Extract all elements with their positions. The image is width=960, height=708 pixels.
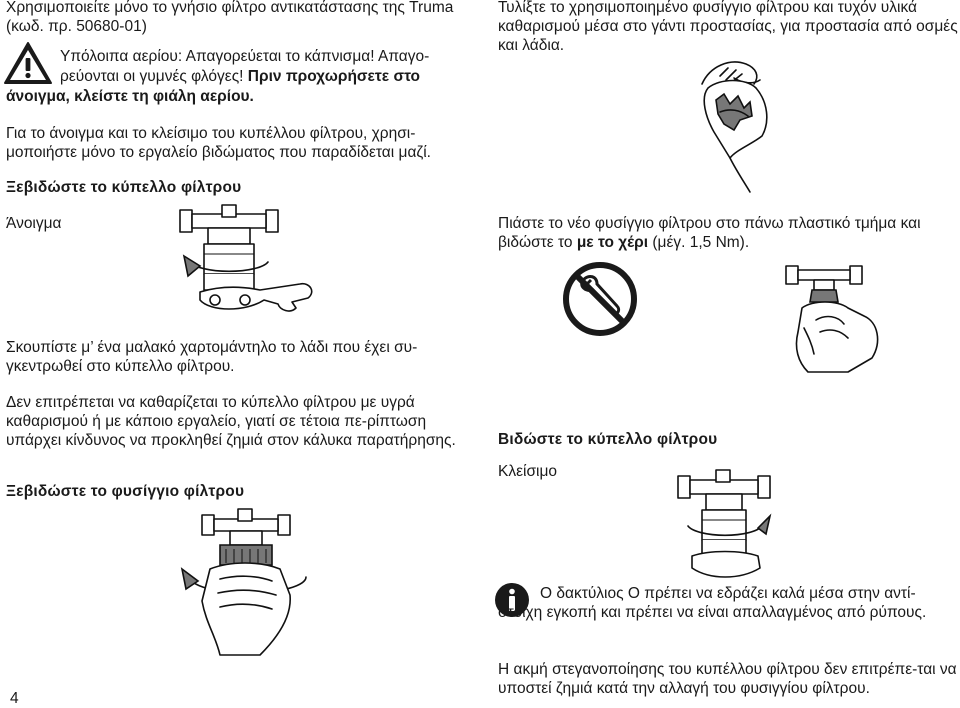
warning-triangle-icon bbox=[3, 41, 53, 85]
no-wrench-prohibition-icon bbox=[563, 262, 637, 336]
opening-label: Άνοιγμα bbox=[6, 215, 62, 232]
new-cartridge-by-hand: με το χέρι bbox=[576, 234, 649, 251]
page-number: 4 bbox=[10, 690, 19, 707]
new-cartridge-plain-1: Πιάστε το νέο φυσίγγιο φίλτρου στο πάνω πλαστικό τμήμα και βιδώστε το bbox=[498, 215, 921, 251]
gas-warning-bold: Πριν προχωρήσετε στο bbox=[247, 68, 421, 85]
filter-opening-illustration bbox=[160, 200, 335, 318]
unscrew-cartridge-heading: Ξεβιδώστε το φυσίγγιο φίλτρου bbox=[6, 483, 245, 500]
new-cartridge-text bbox=[498, 214, 960, 252]
no-clean-warning: Δεν επιτρέπεται να καθαρίζεται το κύπελλο φίλτρου με υγρά καθαρισμού ή με κάποιο εργαλείο, γιατί σε τέτοια πε-ρίπτωση υπάρχει κίνδυνος να προκληθεί ζημιά στον κάλυκα παρατήρησης. bbox=[6, 394, 456, 449]
tool-note: Για το άνοιγμα και το κλείσιμο του κυπέλλου φίλτρου, χρησι-μοποιήστε μόνο το εργαλείο βιδώματος που παραδίδεται μαζί. bbox=[6, 125, 431, 161]
o-ring-info-text: Ο δακτύλιος Ο πρέπει να εδράζει καλά μέσα στην αντί-στοιχη εγκοπή και πρέπει να είναι απαλλαγμένος από ρύπους. bbox=[498, 585, 927, 621]
gas-warning-line-1: Υπόλοιπα αερίου: Απαγορεύεται το κάπνισμα! Απαγο- bbox=[60, 48, 430, 65]
closing-label: Κλείσιμο bbox=[498, 463, 558, 480]
unscrew-cup-heading: Ξεβιδώστε το κύπελλο φίλτρου bbox=[6, 179, 242, 196]
filter-closing-illustration bbox=[670, 468, 780, 588]
glove-bag-illustration bbox=[690, 58, 780, 193]
wipe-text: Σκουπίστε μ’ ένα μαλακό χαρτομάντηλο το λάδι που έχει συ-γκεντρωθεί στο κύπελλο φίλτρου. bbox=[6, 339, 418, 375]
screw-cartridge-by-hand-illustration bbox=[768, 262, 883, 372]
sealing-edge-info-text: Η ακμή στεγανοποίησης του κυπέλλου φίλτρου δεν επιτρέπε-ται να υποστεί ζημιά κατά την αλλαγή του φυσιγγίου φίλτρου. bbox=[498, 661, 957, 697]
wrap-cartridge-text: Τυλίξτε το χρησιμοποιημένο φυσίγγιο φίλτρου και τυχόν υλικά καθαρισμού μέσα στο γάντι προστασίας, για προστασία από οσμές και λάδια. bbox=[498, 0, 958, 54]
screw-cup-heading: Βιδώστε το κύπελλο φίλτρου bbox=[498, 431, 718, 448]
gas-warning-line-3: άνοιγμα, κλείστε τη φιάλη αερίου. bbox=[6, 88, 254, 105]
gas-warning-line-2 bbox=[60, 67, 470, 86]
intro-text: Χρησιμοποιείτε μόνο το γνήσιο φίλτρο αντικατάστασης της Truma (κωδ. πρ. 50680-01) bbox=[6, 0, 454, 35]
new-cartridge-plain-2: (μέγ. 1,5 Nm). bbox=[648, 234, 750, 251]
unscrew-cartridge-illustration bbox=[180, 505, 320, 660]
gas-warning-plain: ρεύονται οι γυμνές φλόγες! bbox=[60, 68, 248, 85]
